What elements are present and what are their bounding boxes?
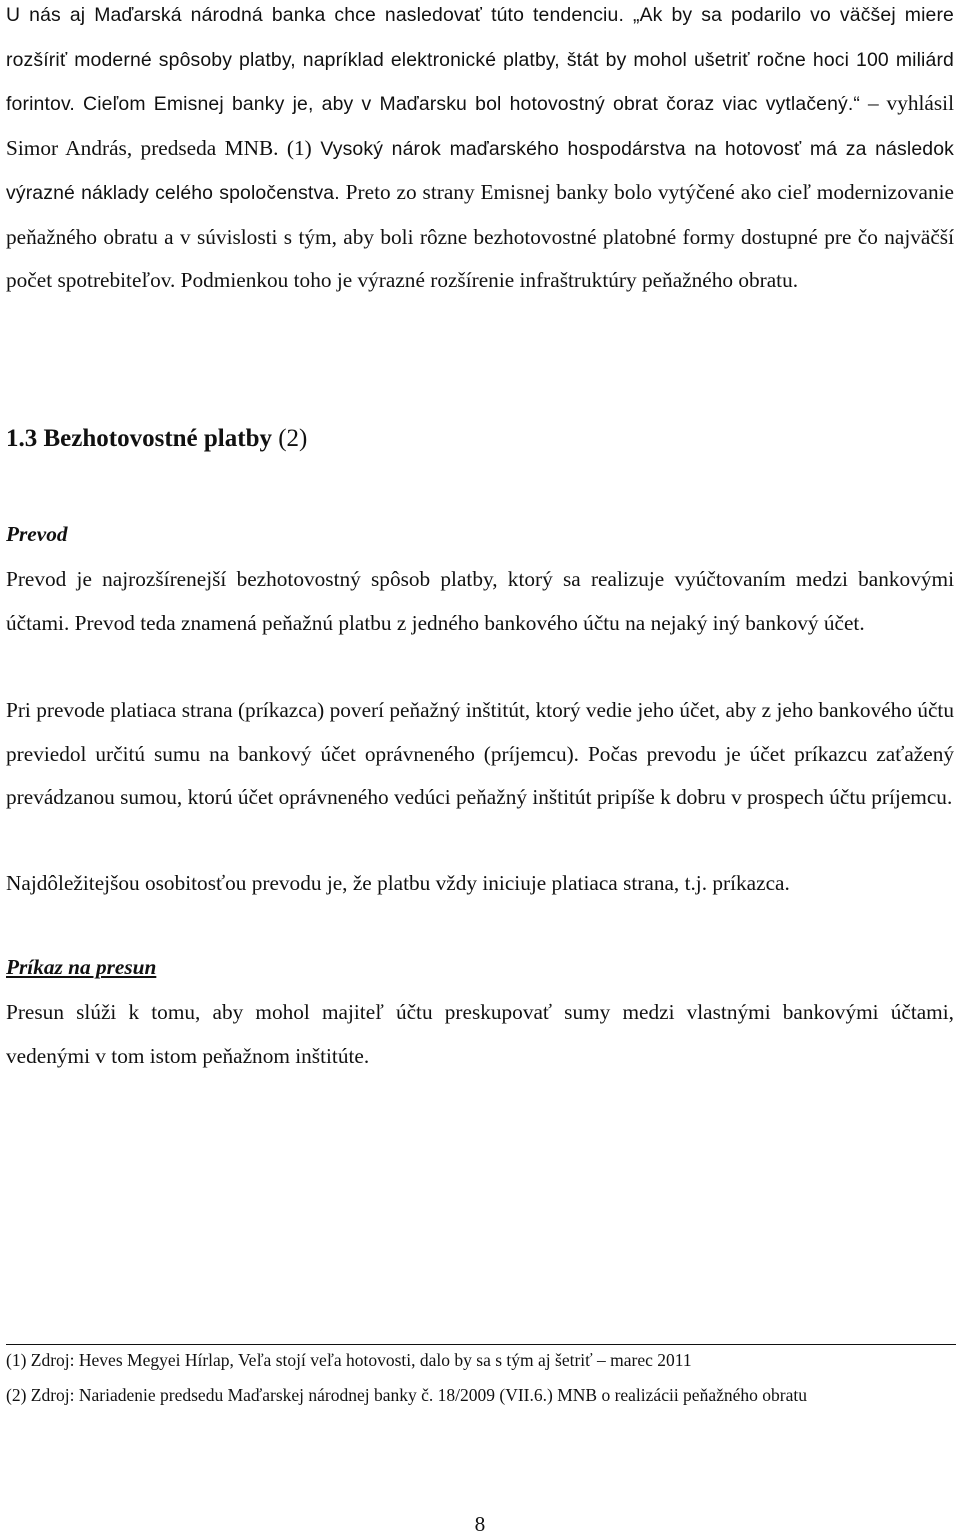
prevod-paragraph-1: Prevod je najrozšírenejší bezhotovostný spôsob platby, ktorý sa realizuje vyúčtovaním medzi bankovými účtami. Prevod teda znamená peňažnú platbu z jedného bankového účtu na nejaký iný bankový účet. [6,567,954,635]
section-footnote-ref: (2) [271,425,308,452]
subsection-title-prevod: Prevod [6,522,68,546]
presun-paragraph: Presun slúži k tomu, aby mohol majiteľ účtu preskupovať sumy medzi vlastnými bankovými účtami, vedenými v tom istom peňažnom inštitúte. [6,1000,954,1068]
intro-sentence-goal: Preto zo strany Emisnej banky bolo vytýčené ako cieľ modernizovanie peňažného obratu a v súvislosti s tým, aby boli rôzne bezhotovostné platobné formy dostupné pre čo najväčší počet spotrebiteľov. Podmienkou toho je výrazné rozšírenie infraštruktúry peňažného obratu. [6,180,954,292]
page-number: 8 [474,1512,486,1536]
prevod-paragraph-3: Najdôležitejšou osobitosťou prevodu je, že platbu vždy iniciuje platiaca strana, t.j. príkazca. [6,871,790,895]
prevod-paragraph-2: Pri prevode platiaca strana (príkazca) poverí peňažný inštitút, ktorý vedie jeho účet, aby z jeho bankového účtu previedol určitú sumu na bankový účet oprávneného (príjemcu). Počas prevodu je účet príkazcu zaťažený prevádzanou sumou, ktorú účet oprávneného vedúci peňažný inštitút pripíše k dobru v prospech účtu príjemcu. [6,698,954,809]
intro-paragraph [6,0,954,303]
subsection-title-presun: Príkaz na presun [6,955,157,979]
intro-sentence-cost: Vysoký nárok maďarského hospodárstva na hotovosť má za následok výrazné náklady celého spoločenstva. [6,137,954,204]
quote-attribution: – vyhlásil Simor András, predseda MNB. (1) [6,91,954,160]
footnote-2: (2) Zdroj: Nariadenie predsedu Maďarskej národnej banky č. 18/2009 (VII.6.) MNB o realizácii peňažného obratu [6,1385,807,1405]
footnote-1: (1) Zdroj: Heves Megyei Hírlap, Veľa stojí veľa hotovosti, dalo by sa s tým aj šetriť – marec 2011 [6,1350,692,1370]
section-heading [6,425,307,453]
section-title: 1.3 Bezhotovostné platby [6,425,272,452]
quote-text: U nás aj Maďarská národná banka chce nasledovať túto tendenciu. „Ak by sa podarilo vo väčšej miere rozšíriť moderné spôsoby platby, napríklad elektronické platby, štát by mohol ušetriť ročne hoci 100 miliárd forintov. Cieľom Emisnej banky je, aby v Maďarsku bol hotovostný obrat čoraz viac vytlačený.“ [6,4,954,115]
